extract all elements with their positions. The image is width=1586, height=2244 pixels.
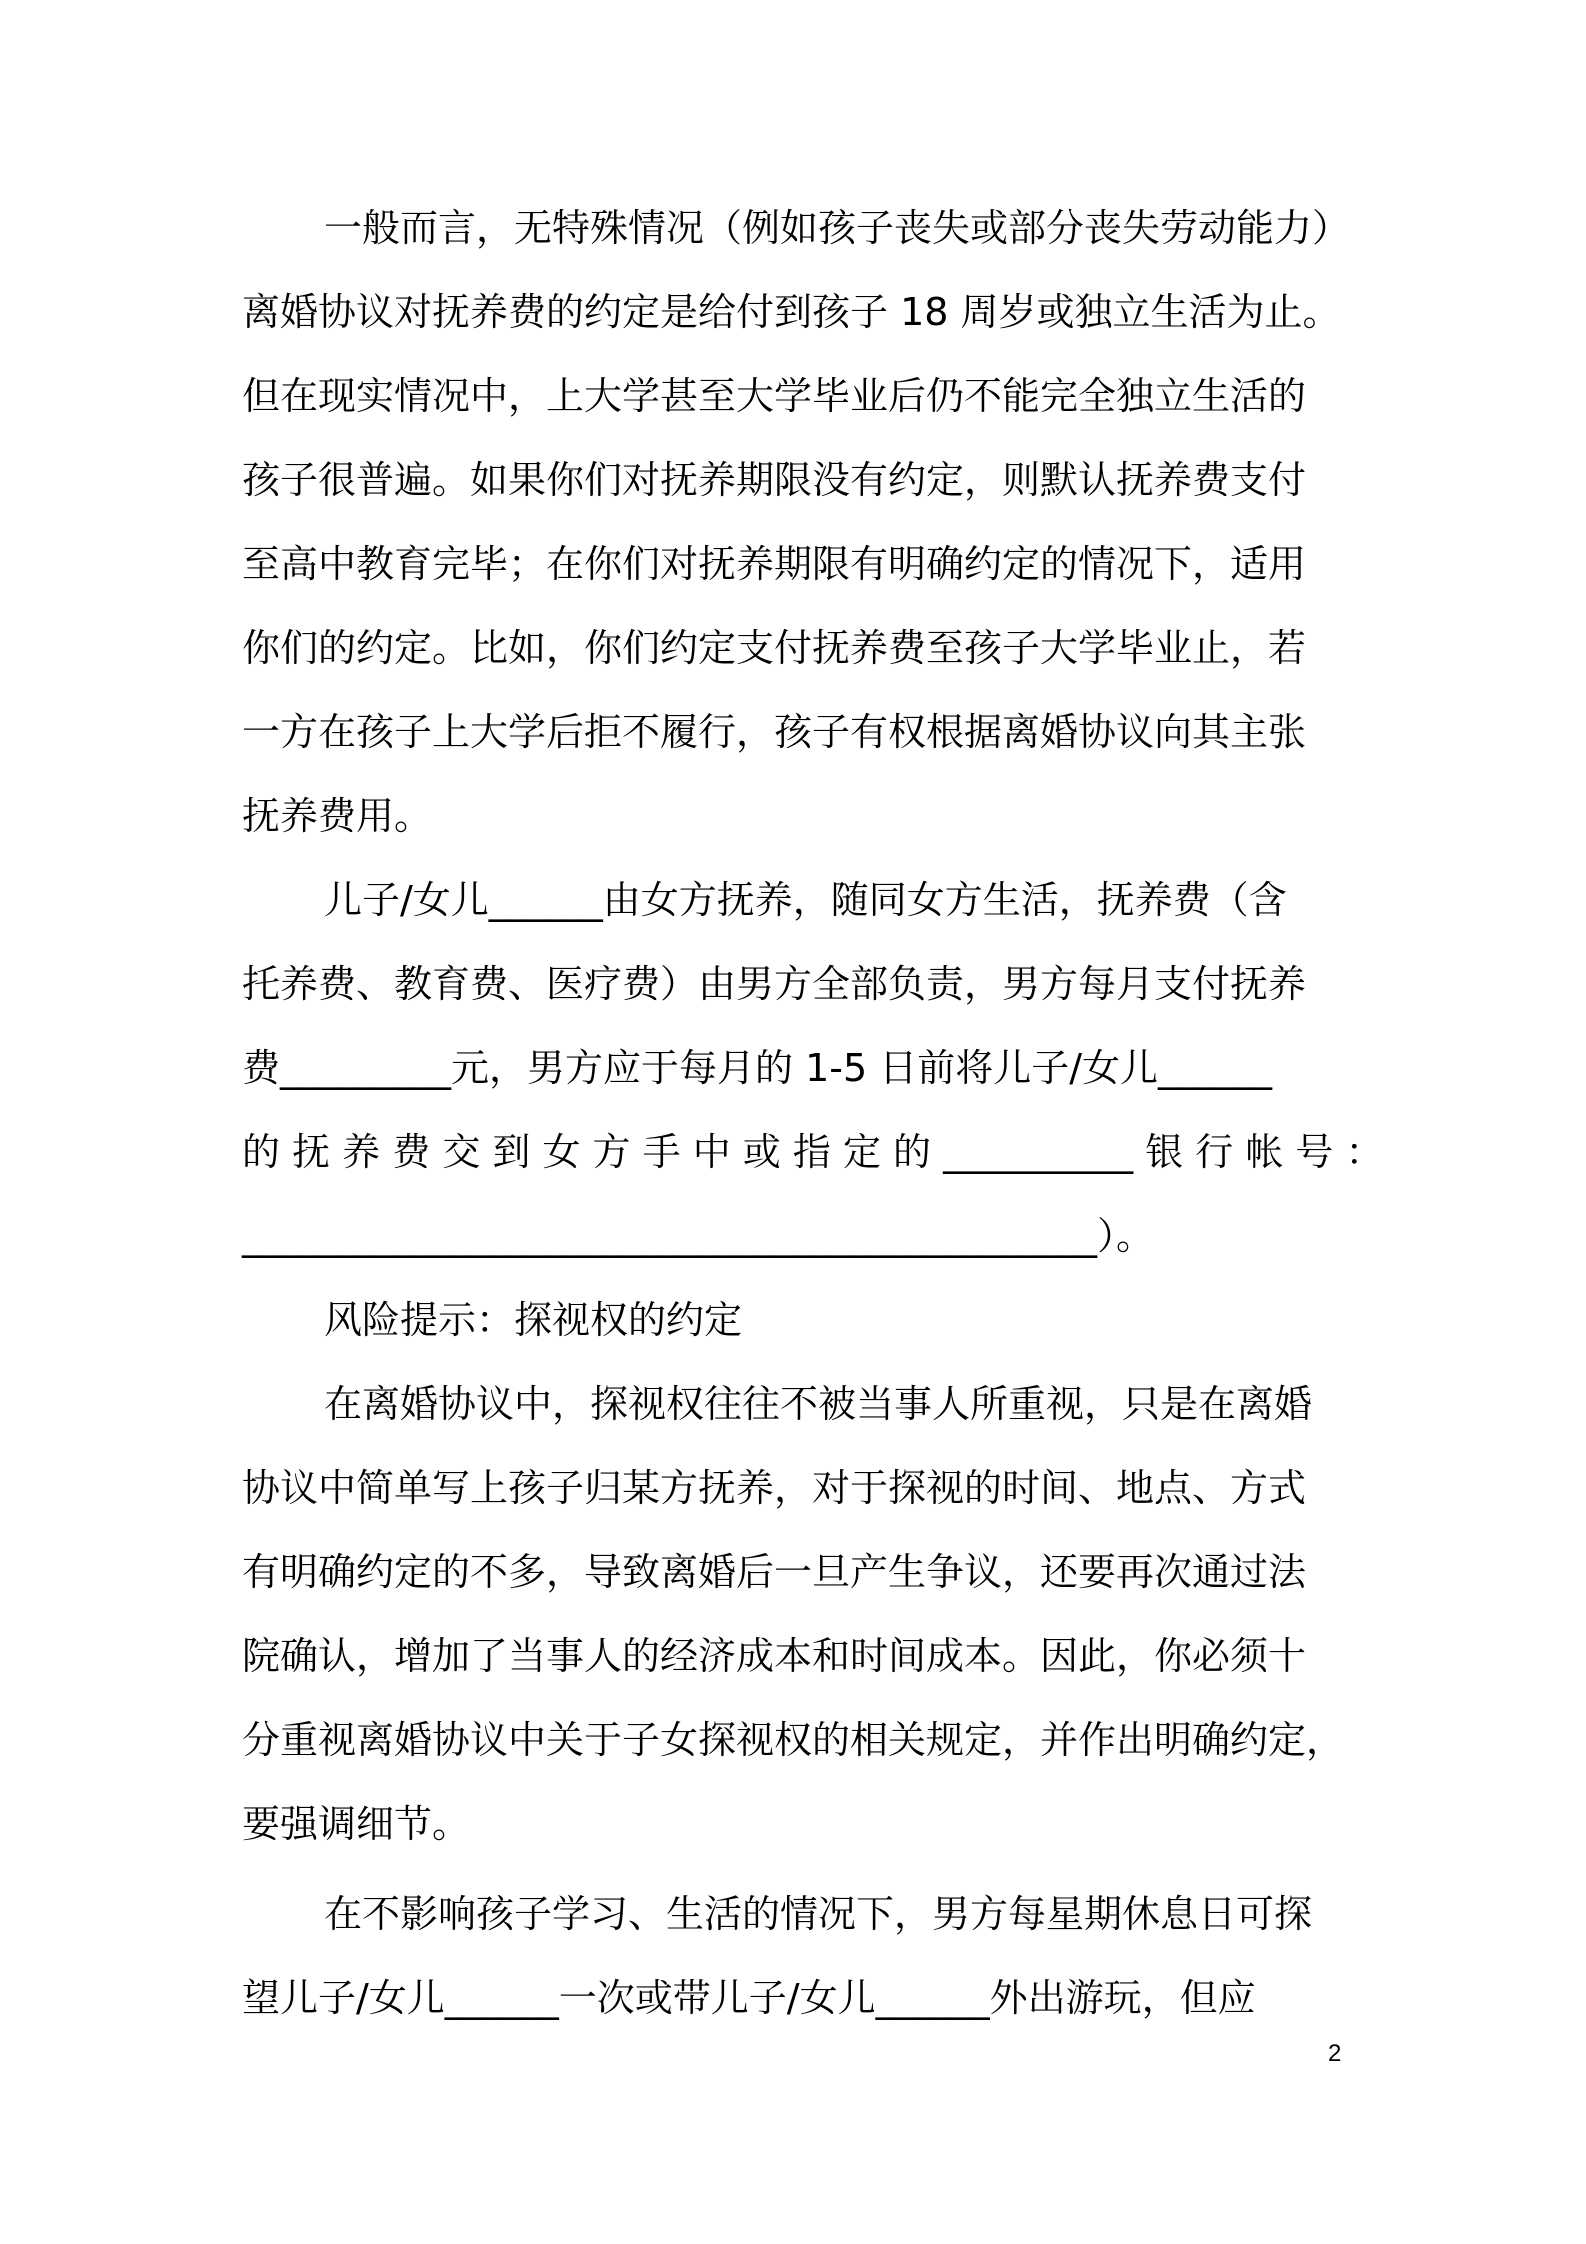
text-line: 儿子/女儿______由女方抚养，随同女方生活，抚养费（含: [324, 878, 1287, 922]
text-line: 一方在孩子上大学后拒不履行，孩子有权根据离婚协议向其主张: [242, 710, 1307, 754]
text-line: 但在现实情况中，上大学甚至大学毕业后仍不能完全独立生活的: [242, 374, 1307, 418]
text-line: 有明确约定的不多，导致离婚后一旦产生争议，还要再次通过法: [242, 1550, 1307, 1594]
text-line: 的 抚 养 费 交 到 女 方 手 中 或 指 定 的 __________ 银 行 帐 号 ：: [242, 1130, 1384, 1174]
text-line: 一般而言，无特殊情况（例如孩子丧失或部分丧失劳动能力）: [324, 206, 1351, 250]
text-line: 在不影响孩子学习、生活的情况下，男方每星期休息日可探: [324, 1892, 1313, 1936]
text-line: 孩子很普遍。如果你们对抚养期限没有约定，则默认抚养费支付: [242, 458, 1307, 502]
text-line: 协议中简单写上孩子归某方抚养，对于探视的时间、地点、方式: [242, 1466, 1307, 1510]
section-heading: 风险提示：探视权的约定: [324, 1298, 743, 1342]
text-line: 费_________元，男方应于每月的 1-5 日前将儿子/女儿______: [242, 1046, 1273, 1090]
text-line: 至高中教育完毕；在你们对抚养期限有明确约定的情况下，适用: [242, 542, 1307, 586]
text-line: _____________________________________________）。: [242, 1214, 1155, 1258]
text-line: 抚养费用。: [242, 794, 433, 838]
page-number: 2: [1328, 2040, 1342, 2067]
text-line: 离婚协议对抚养费的约定是给付到孩子 18 周岁或独立生活为止。: [242, 290, 1341, 334]
text-line: 院确认，增加了当事人的经济成本和时间成本。因此，你必须十: [242, 1634, 1307, 1678]
text-line: 分重视离婚协议中关于子女探视权的相关规定，并作出明确约定，: [242, 1718, 1345, 1762]
text-line: 要强调细节。: [242, 1802, 471, 1846]
text-line: 望儿子/女儿______一次或带儿子/女儿______外出游玩，但应: [242, 1976, 1256, 2020]
text-line: 你们的约定。比如，你们约定支付抚养费至孩子大学毕业止，若: [242, 626, 1307, 670]
text-line: 托养费、教育费、医疗费）由男方全部负责，男方每月支付抚养: [242, 962, 1307, 1006]
text-line: 在离婚协议中，探视权往往不被当事人所重视，只是在离婚: [324, 1382, 1313, 1426]
